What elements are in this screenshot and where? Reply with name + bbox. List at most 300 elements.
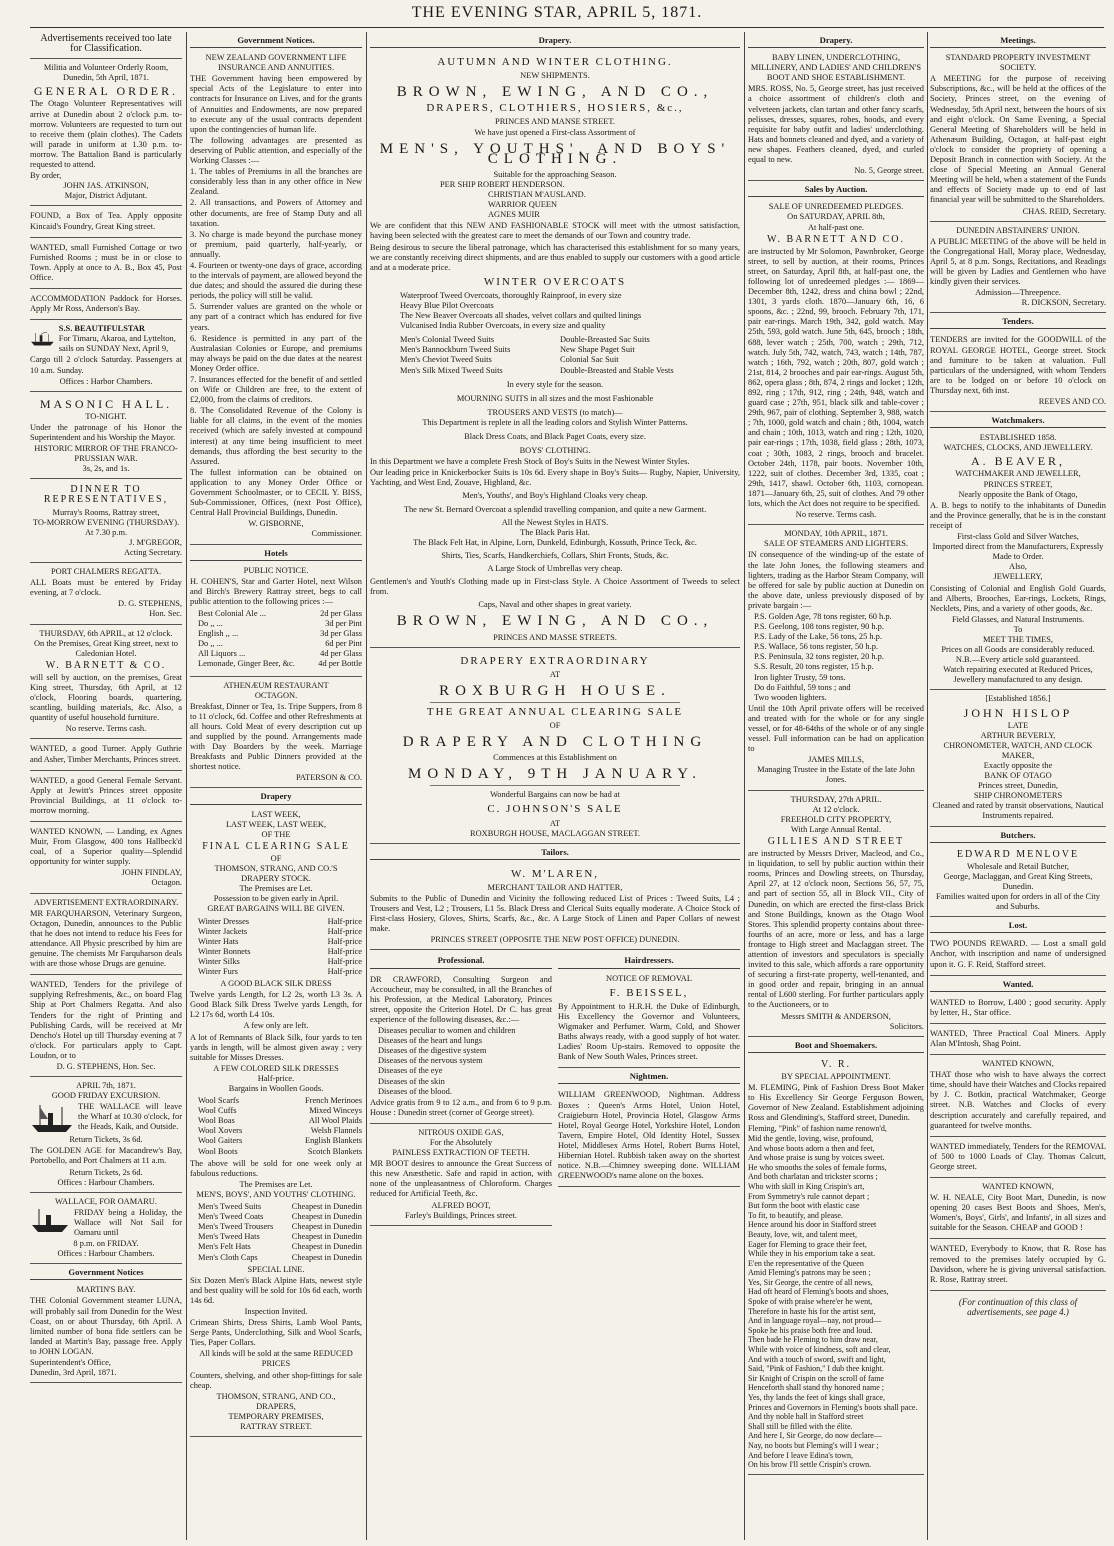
ad-line: PRINCES AND MASSE STREETS.	[493, 632, 617, 642]
ad-line: All kinds will be sold at the same REDUCED PRICES	[199, 1349, 353, 1369]
ad-title: A FEW COLORED SILK DRESSES	[213, 1063, 339, 1073]
ad-line: All the Newest Styles in HATS.	[501, 517, 609, 527]
ad-body: WANTED, a good General Female Servant. Apply at Jewitt's Princes street opposite Provincial Buildings, at 11 o'clock to-morrow morning.	[30, 775, 182, 815]
ad-line: Caps, Naval and other shapes in great variety.	[478, 600, 632, 610]
item-name: All Wool Plaids	[308, 1116, 362, 1126]
ad-body: Advice gratis from 9 to 12 a.m., and from 6 to 9 p.m. House : Dunedin street (corner of George street).	[370, 1097, 552, 1117]
ad-title: DRAPERY EXTRAORDINARY	[460, 654, 650, 667]
ad-title: F. BEISSEL,	[609, 986, 689, 999]
neale-ad	[930, 1180, 1106, 1239]
list-item	[400, 366, 710, 376]
poem-line: Yes, Sir George, the centre of all news,	[748, 1277, 873, 1287]
ad-title: BROWN, EWING, AND CO.,	[396, 613, 714, 630]
poem-line: And with a touch of sword, swift and light,	[748, 1354, 886, 1364]
poem-line: Beauty, love, wit, and talent meet,	[748, 1229, 858, 1239]
list-item: PER SHIP ROBERT HENDERSON.	[440, 179, 565, 189]
baby-linen-ad	[748, 51, 924, 181]
poem-line: Spoke he his praise both free and loud.	[748, 1325, 873, 1335]
item-price: Half-price	[327, 936, 362, 946]
ad-body: We are confident that this NEW AND FASHIONABLE STOCK will meet with the utmost satisfaction, having been selected with the greatest care to meet the demands of our Town and country trade.	[370, 221, 740, 241]
list-item	[198, 927, 362, 937]
list-item	[198, 619, 362, 629]
suit-list	[400, 335, 710, 375]
list-item: Diseases peculiar to women and children	[378, 1026, 516, 1036]
ad-line: Dunedin, 5th April, 1871.	[62, 73, 150, 83]
section-header: Watchmakers.	[930, 414, 1106, 428]
list-item: Diseases of the skin	[378, 1076, 445, 1086]
list-item: 5. Surrender values are granted on the whole or any part of a contract which has endured for five years.	[190, 302, 362, 332]
ad-signature: ALFRED BOOT,	[431, 1200, 491, 1210]
section-header: Butchers.	[930, 829, 1106, 843]
ad-body: A MEETING for the purpose of receiving Subscriptions, &c., will be held at the offices of the Society, Princes street, on the evening of Wednesday, 5th April next, between the hours of six and eight o'clock. On Same Evening, a Special General Meeting of Shareholders will be held in Athenæum Building, Octagon, at half-past eight o'clock to consider the propriety of opening a Deposit Branch in connection with Society. At the close of Special Meeting an Annual General Meeting will be held, when a statement of the Funds and effects of Society made up to end of last financial year will be submitted to the Shareholders.	[930, 74, 1106, 205]
item-name: Wool Xovers	[198, 1126, 243, 1136]
ad-title: MEN'S, BOYS', AND YOUTHS' CLOTHING.	[196, 1189, 356, 1199]
ad-signature: Messrs SMITH & ANDERSON,	[781, 1011, 891, 1021]
section-header: Professional.	[370, 954, 552, 968]
ad-line: The new St. Bernard Overcoat a splendid travelling companion, and quite a new Garment.	[403, 504, 707, 514]
ad-title: EDWARD MENLOVE	[956, 848, 1080, 860]
item-name: Winter Silks	[198, 956, 240, 966]
list-item: Heavy Blue Pilot Overcoats	[400, 300, 494, 310]
ad-line: For the Absolutely	[429, 1137, 493, 1147]
ad-line: Men's, Youths', and Boy's Highland Cloaks very cheap.	[462, 491, 648, 501]
section-header: Tailors.	[370, 846, 740, 860]
ad-line: LAST WEEK, LAST WEEK,	[225, 819, 327, 829]
ad-line: At 12 o'clock.	[812, 804, 860, 814]
ad-title: WALLACE, FOR OAMARU.	[55, 1196, 157, 1206]
ad-body: Gentlemen's and Youth's Clothing made up in First-class Style. A Choice Assortment of Tweeds to select from.	[370, 577, 740, 597]
poem-line: Eager for Fleming to grace their feet,	[748, 1239, 867, 1249]
ad-line: The Black Paris Hat.	[520, 527, 590, 537]
ad-title: PUBLIC NOTICE.	[243, 565, 309, 575]
ad-title: W. BARNETT AND CO.	[767, 233, 905, 245]
item-name: Wool Scarfs	[198, 1096, 239, 1106]
ad-body: M. FLEMING, Pink of Fashion Dress Boot Maker to His Excellency Sir George Ferguson Bowen, Governor of New Zealand. Establishment adjoining Ross and Glendining's, Stafford street, Dunedin.	[748, 1083, 924, 1123]
ad-line: TO-MORROW EVENING (THURSDAY).	[32, 517, 180, 527]
poem	[748, 1124, 924, 1469]
ad-title: AUTUMN AND WINTER CLOTHING.	[437, 56, 673, 69]
ad-line: No reserve. Terms cash.	[65, 724, 147, 734]
item-name: Scotch Blankets	[307, 1146, 362, 1156]
ad-body: WANTED immediately, Tenders for the REMOVAL of 500 to 1000 Loads of Clay. Thomas Calcutt, George street.	[930, 1141, 1106, 1171]
item-price: Half-price	[327, 946, 362, 956]
woollen-list	[198, 1096, 362, 1157]
poem-line: Shall still be filled with the élite.	[748, 1421, 853, 1431]
list-item	[198, 1116, 362, 1126]
royal-george-ad	[930, 332, 1106, 412]
price-item: English ,, ...	[198, 629, 239, 639]
list-item	[198, 1253, 362, 1263]
list-item: The New Beaver Overcoats all shades, velvet collars and quilted linings	[400, 311, 642, 321]
price-value: 3d per Pint	[325, 619, 362, 629]
ad-line: TO-NIGHT.	[85, 411, 127, 421]
poem-line: Who with skill in King Crispin's art,	[748, 1181, 865, 1191]
ad-title: GOOD FRIDAY EXCURSION.	[51, 1091, 161, 1101]
column-divider	[927, 32, 928, 1540]
ad-body: WANTED, Three Practical Coal Miners. Apply Alan M'Intosh, Shag Point.	[930, 1028, 1106, 1048]
ad-title: WANTED KNOWN,	[982, 1059, 1054, 1069]
ad-body: For Timaru, Akaroa, and Lyttelton, sails on SUNDAY Next, April 9,	[58, 334, 176, 354]
abstainers-ad	[930, 224, 1106, 314]
item-note: Cheapest in Dunedin	[291, 1242, 362, 1252]
ad-body: The fullest information can be obtained on application to any Money Order Office or Government Schoolmaster, or to CECIL Y. BISS, Sub-Commissioner, Offices, (next Post Office), Central Hall Provincial Buildings, Dunedin.	[190, 467, 362, 518]
ad-line: Offices : Harbor Chambers.	[59, 376, 153, 386]
ad-line: OF	[270, 853, 282, 863]
ad-line: Offices : Harbour Chambers.	[57, 1177, 155, 1187]
hairdressers-column	[558, 952, 740, 1227]
list-item	[198, 1106, 362, 1116]
ad-line: THURSDAY, 6th APRIL, at 12 o'clock.	[39, 628, 173, 638]
ship-list	[440, 180, 740, 220]
clay-ad	[930, 1139, 1106, 1178]
list-item	[198, 957, 362, 967]
borrow-ad	[930, 995, 1106, 1024]
ad-line: Commences at this Establishment on	[493, 753, 617, 763]
ad-line: PRINCES AND MANSE STREET.	[495, 117, 615, 127]
crawford-ad	[370, 972, 552, 1124]
ad-signature: D. G. STEPHENS,	[118, 599, 182, 609]
masonic-hall-ad	[30, 394, 182, 480]
ad-line: Commissioner.	[311, 529, 362, 539]
bottom-split	[370, 952, 740, 1227]
list-item: 1. The tables of Premiums in all the branches are considerably less than in any other office in New Zealand.	[190, 167, 362, 197]
list-item: Diseases of the nervous system	[378, 1056, 483, 1066]
ad-title: BROWN, EWING, AND CO.,	[396, 84, 714, 101]
wallace-ad	[30, 1195, 182, 1265]
item-name: Men's Felt Hats	[198, 1242, 251, 1252]
ad-title: BABY LINEN, UNDERCLOTHING, MILLINERY, AND LADIES' AND CHILDREN'S BOOT AND SHOE ESTABLISHMENT.	[750, 53, 922, 83]
ad-line: PAINLESS EXTRACTION OF TEETH.	[392, 1148, 530, 1158]
ad-line: Exactly opposite the	[983, 761, 1053, 770]
ad-title: W. BARNETT & CO.	[45, 659, 167, 671]
ad-signature: JAMES MILLS,	[808, 755, 864, 765]
item-price: Half-price	[327, 956, 362, 966]
list-item: S.S. Result, 20 tons register, 15 h.p.	[754, 662, 874, 672]
ad-title: DRAPERY AND CLOTHING	[402, 734, 708, 751]
poem-line: Therefore in haste his for the artist sent,	[748, 1306, 876, 1316]
ad-title: MEET THE TIMES,	[982, 634, 1054, 644]
ad-line: A few only are left.	[243, 1021, 309, 1031]
list-item: WARRIOR QUEEN	[488, 200, 558, 210]
ad-signature: R. DICKSON, Secretary.	[1021, 298, 1106, 308]
ad-body: Consisting of Colonial and English Gold Guards, and Alberts, Brooches, Ear-rings, Lockets, Rings, Necklets, Pins, and a variety of other goods, &c.	[930, 583, 1106, 613]
ad-line: Return Tickets, 2s 6d.	[69, 1167, 143, 1177]
item-name: Wool Boas	[198, 1116, 235, 1126]
ad-line: This Department is replete in all the leading colors and Stylish Winter Patterns.	[422, 417, 688, 427]
ad-title: SHIP CHRONOMETERS	[973, 791, 1063, 801]
ad-line: 8 p.m. on FRIDAY.	[73, 1239, 139, 1249]
item-name: Wool Cuffs	[198, 1106, 237, 1116]
steamship-icon	[30, 1101, 74, 1135]
poem-line: Mid the gentle, loving, wise, profound,	[748, 1133, 874, 1143]
item-name: Double-Breasted and Stable Vests	[560, 365, 674, 375]
item-name: Winter Dresses	[198, 916, 250, 926]
ad-title: SPECIAL LINE.	[247, 1264, 305, 1274]
column-divider	[744, 32, 745, 1540]
list-item	[400, 335, 710, 345]
ad-line: OCTAGON.	[254, 690, 298, 700]
ad-body: The Otago Volunteer Representatives will arrive at Dunedin about 2 o'clock p.m. to-morrow. Volunteers are requested to turn out to receive them (plain clothes). The Cadets will parade in uniform at 1.30 p.m. to-morrow. The Battalion Band is particularly requested to attend.	[30, 99, 182, 170]
list-item: 8. The Consolidated Revenue of the Colony is liable for all claims, in the event of the monies received (which are safely invested at compound interest) at any time being insufficient to meet demands, thus affording the best security to the Assured.	[190, 406, 362, 466]
ad-signature: JOHN JAS. ATKINSON,	[63, 181, 149, 191]
section-header: Sales by Auction.	[748, 183, 924, 197]
poem-line: And before I leave Edina's town,	[748, 1450, 853, 1460]
item-name: Men's Tweed Trousers	[198, 1222, 274, 1232]
list-item: Waterproof Tweed Overcoats, thoroughly Rainproof, in every size	[400, 290, 622, 300]
ad-line: Solicitors.	[889, 1021, 924, 1031]
poem-line: Sir Knight of Crispin on the scroll of fame	[748, 1373, 884, 1383]
item-name: Men's Silk Mixed Tweed Suits	[400, 365, 503, 375]
price-value: 2d per Glass	[320, 608, 362, 618]
ad-line: The Premises are Let.	[239, 884, 313, 894]
ad-body: Cargo till 2 o'clock Saturday. Passengers at 10 a.m. Sunday.	[30, 355, 182, 375]
auction-ad	[30, 627, 182, 740]
ad-line: N.B.—Every article sold guaranteed.	[955, 655, 1081, 665]
ad-body: ACCOMMODATION Paddock for Horses. Apply Mr Ross, Anderson's Bay.	[30, 293, 182, 314]
poem-line: And in language royal—nay, not proud—	[748, 1316, 882, 1326]
poem-line: Hence around his door in Stafford street	[748, 1220, 877, 1230]
ad-line: On the Premises, Great King street, next to Caledonian Hotel.	[34, 638, 178, 658]
section-header: Wanted.	[930, 978, 1106, 992]
ad-line: Major, District Adjutant.	[64, 191, 148, 201]
ad-line: Field Glasses, and Natural Instruments.	[951, 614, 1085, 624]
section-header: Hotels	[190, 547, 362, 561]
ad-line: Suitable for the approaching Season.	[493, 169, 617, 179]
item-name: Men's Tweed Coats	[198, 1212, 264, 1222]
list-item: 2. All transactions, and Powers of Attorney and other documents, are free of Stamp Duty and all taxation.	[190, 198, 362, 228]
list-item: Two wooden lighters.	[754, 692, 827, 702]
poem-line: On his brow I'll settle Crispin's crown.	[748, 1460, 872, 1470]
poem-line: Yes, thy lands the feet of kings shall grace,	[748, 1393, 885, 1402]
extraordinary-ad	[30, 896, 182, 976]
ad-body: Until the 10th April private offers will be received and treated with for the whole or for any single vessel, or for 48-64ths of the whole or of any single vessel. Full information can be had on application to	[748, 703, 924, 754]
ad-line: GREAT BARGAINS WILL BE GIVEN.	[207, 904, 345, 914]
ad-line: PRINCES STREET,	[983, 479, 1053, 489]
miners-ad	[930, 1026, 1106, 1055]
ad-title: GENERAL ORDER.	[33, 84, 179, 99]
ad-line: First-class Gold and Silver Watches,	[957, 532, 1079, 542]
ad-title: NITROUS OXIDE GAS,	[418, 1127, 504, 1137]
item-note: Cheapest in Dunedin	[291, 1222, 362, 1232]
ad-signature: D. G. STEPHENS, Hon. Sec.	[56, 1061, 156, 1071]
roxburgh-ad	[370, 650, 740, 844]
ad-title: BANK OF OTAGO	[984, 771, 1052, 781]
ad-line: DRAPERS, CLOTHIERS, HOSIERS, &c.,	[426, 102, 684, 115]
ad-title: C. JOHNSON'S SALE	[487, 803, 623, 816]
ad-line: DRAPERY STOCK.	[241, 874, 311, 884]
ad-line: We have just opened a First-class Assortment of	[474, 127, 636, 137]
item-name: Winter Bonnets	[198, 946, 251, 956]
ad-line: OF	[549, 720, 561, 730]
list-item	[198, 1212, 362, 1222]
menlove-ad	[930, 846, 1106, 918]
ad-title: DINNER TO REPRESENTATIVES,	[43, 484, 169, 506]
ad-title: BY SPECIAL APPOINTMENT.	[781, 1071, 891, 1081]
ad-title: WANTED KNOWN,	[982, 1182, 1054, 1191]
poem-line: Fleming, "Pink" of fashion name renown'd,	[748, 1124, 887, 1134]
ad-signature: CHAS. REID, Secretary.	[1022, 206, 1106, 216]
item-name: Welsh Flannels	[310, 1126, 362, 1136]
list-item: 3. No charge is made beyond the purchase money or premium, paid quarterly, half-yearly, or annually.	[190, 229, 362, 259]
item-name: Winter Furs	[198, 966, 238, 976]
price-item: Do ,, ...	[198, 619, 223, 629]
ad-line: Admission—Threepence.	[975, 288, 1061, 298]
list-item: P.S. Lady of the Lake, 56 tons, 25 h.p.	[754, 632, 882, 642]
ad-line: Managing Trustee in the Estate of the late John Jones.	[757, 765, 915, 785]
nitrous-ad	[370, 1126, 552, 1226]
ad-line: ROXBURGH HOUSE, MACLAGGAN STREET.	[470, 828, 640, 838]
pledges-ad	[748, 200, 924, 525]
item-name: Winter Jackets	[198, 926, 248, 936]
list-item: 4. Fourteen or twenty-one days of grace, according to the intervals of payment, are allowed beyond the due dates; and should the assured die during these periods, the policy will still be valid.	[190, 260, 362, 301]
ad-line: In every style for the season.	[506, 379, 604, 389]
ad-title: ADVERTISEMENT EXTRAORDINARY.	[33, 897, 179, 907]
found-ad	[30, 208, 182, 237]
ad-line: Farley's Buildings, Princes street.	[405, 1210, 517, 1220]
list-item: Diseases of the eye	[378, 1066, 443, 1076]
poem-line: Had oft heard of Fleming's boots and shoes,	[748, 1287, 889, 1297]
ad-body: In this Department we have a complete Fresh Stock of Boy's Suits in the Newest Winter Styles.	[370, 457, 690, 467]
ad-title: CHRONOMETER, WATCH, AND CLOCK MAKER,	[943, 740, 1093, 760]
ad-signature: THOMSON, STRANG, AND CO.,	[216, 1391, 336, 1401]
list-item	[198, 609, 362, 619]
poem-line: Amid Fleming's patrons may be seen ;	[748, 1268, 871, 1278]
ad-line: No reserve. Terms cash.	[795, 510, 877, 520]
list-item	[198, 1126, 362, 1136]
list-item	[198, 1096, 362, 1106]
ad-body: The following advantages are presented as deserving of Public attention, and especially of the Working Classes :—	[190, 135, 362, 166]
list-item: P.S. Golden Age, 78 tons register, 60 h.p.	[754, 611, 892, 621]
ad-signature: W. GISBORNE,	[248, 519, 304, 529]
ad-signature: REEVES AND CO.	[1038, 397, 1106, 406]
professional-column	[370, 952, 552, 1227]
item-note: Cheapest in Dunedin	[291, 1202, 362, 1212]
ad-line: Princes street, Dunedin,	[977, 781, 1058, 791]
dinner-ad	[30, 481, 182, 563]
item-name: Wool Boots	[198, 1146, 238, 1156]
list-item	[198, 629, 362, 639]
ad-title: NEW ZEALAND GOVERNMENT LIFE INSURANCE AND ANNUITIES.	[205, 53, 347, 73]
section-header: Government Notices	[30, 1266, 182, 1280]
ad-line: TROUSERS AND VESTS (to match)—	[487, 407, 623, 417]
ad-line: DRAPERS,	[256, 1401, 296, 1411]
list-item	[198, 917, 362, 927]
steamers-sale-ad	[748, 527, 924, 790]
beissel-ad	[558, 972, 740, 1069]
list-item: 6. Residence is permitted in any part of the Australasian Colonies or Europe, and premiums may always be paid on the due dates at the nearest Money Order office.	[190, 333, 362, 373]
item-note: Cheapest in Dunedin	[291, 1212, 362, 1222]
poem-line: Then bade he Fleming to him draw near,	[748, 1335, 878, 1345]
ad-line: Acting Secretary.	[123, 547, 182, 557]
ad-line: LATE	[1007, 720, 1029, 730]
ad-line: OF THE	[261, 829, 291, 839]
ad-body: WANTED, Everybody to Know, that R. Rose has removed to the premises lately occupied by G. Davidson, where he is giving universal satisfaction. R. Rose, Rattray street.	[930, 1244, 1106, 1284]
ad-title: MONDAY, 9TH JANUARY.	[408, 766, 702, 783]
list-item: P.S. Peninsula, 32 tons register, 20 h.p.	[754, 652, 884, 662]
list-item: Do do Faithful, 59 tons ; and	[754, 682, 851, 692]
ad-title: THOMSON, STRANG, AND CO.'S	[214, 864, 338, 874]
ad-line: Half-price.	[257, 1073, 295, 1083]
ad-title: GILLIES AND STREET	[767, 835, 905, 847]
price-item: Lemonade, Ginger Beer, &c.	[198, 659, 295, 669]
ad-body: The above will be sold for one week only at fabulous reductions.	[190, 1158, 362, 1178]
ad-body: Submits to the Public of Dunedin and Vicinity the following reduced List of Prices : Tweed Suits, L4 ; Trousers and Vest, L2 ; Trousers, L1 5s. Black Dress and Clerical Suits equally moderate. A Choice Stock of First-class Hosiery, Gloves, Shirts, Scarfs, &c., &c. A Large Stock of Linen and Paper Collars of newest make.	[370, 894, 740, 934]
ad-body: FRIDAY being a Holiday, the Wallace will Not Sail for Oamaru until	[74, 1207, 182, 1237]
ad-line: TEMPORARY PREMISES,	[228, 1411, 324, 1421]
poem-line: Nay, no boots but Fleming's will I wear ;	[748, 1440, 879, 1450]
regatta-ad	[30, 565, 182, 624]
ad-line: WATCHMAKER AND JEWELLER,	[955, 469, 1081, 479]
item-name: Mixed Winceys	[309, 1106, 362, 1116]
ad-body: WANTED, small Furnished Cottage or two Furnished Rooms ; must be in or close to Town. Apply at once to A. B., Box 45, Post Office.	[30, 242, 182, 282]
fleming-ad	[748, 1056, 924, 1475]
ad-line: At 7.30 p.m.	[84, 527, 128, 537]
servant-ad	[30, 773, 182, 822]
overcoat-list	[400, 291, 740, 331]
ad-title: PORT CHALMERS REGATTA.	[50, 567, 162, 577]
ad-signature: JOHN FINDLAY,	[121, 868, 182, 878]
ad-line: PRINCES STREET (OPPOSITE THE NEW POST OFFICE) DUNEDIN.	[430, 935, 680, 945]
poem-line: E'en the representative of the Queen	[748, 1258, 864, 1268]
ad-line: HISTORIC MIRROR OF THE FRANCO-PRUSSIAN WAR.	[34, 444, 178, 464]
ad-title: BOYS' CLOTHING.	[519, 446, 591, 456]
ad-body: are instructed by Messrs Driver, Macleod, and Co., in liquidation, to sell by public auction within their rooms, Princes and Dowling streets, on Thursday, April 27, at 12 o'clock noon, Sections 56, 57, 75, and part of section 55, all in Block VII., City of Dunedin, on which are erected the first-class Brick and Stone Buildings, known as the Otago Wool Stores. This splendid property contains about three-fourths of an acre, more or less, and has a large frontage to High street and Maclaggan street. The attention of investors and speculators is specially invited to this sale, which affords a rare opportunity of securing a first-rate property, well-tenanted, and in good order and repair, bringing in an annual rental of L600 sterling. For further particulars apply to the Auctioneers, or to	[748, 849, 924, 1010]
ad-body: Twelve yards Length, for L2 2s, worth L3 3s. A Good Black Silk Dress Twelve yards Length, for L2 17s 6d, worth L4 10s.	[190, 990, 362, 1020]
poem-line: Princes and Governors in Fleming's boots shall pace.	[748, 1402, 918, 1412]
column-3	[370, 32, 740, 1540]
ad-body: Six Dozen Men's Black Alpine Hats, newest style and best quality will be sold for 10s 6d each, worth 14s 6d.	[190, 1275, 362, 1305]
list-item	[198, 937, 362, 947]
ad-title: MASONIC HALL.	[39, 396, 173, 411]
ad-line: To	[1013, 624, 1023, 634]
ad-title: W. M'LAREN,	[510, 867, 600, 880]
ad-body: MRS. ROSS, No. 5, George street, has just received a choice assortment of children's cloth and velveteen jackets, clan tartan and other fancy scarfs, pelisses, dresses, squares, robes, hoods, and every requisite for baby outfit and ladies' underclothing. Hats and bonnets cleaned and dyed, and a variety of new shapes. Feathers cleaned, dyed, and curled equal to new.	[748, 84, 924, 165]
ad-body: THAT those who wish to have always the correct time, should have their Watches and Clocks repaired by J. C. Botkin, practical Watchmaker, George street. N.B. Watches and Clocks of every description accurately and carefully repaired, and guaranteed for twelve months.	[930, 1070, 1106, 1130]
ad-title: A. BEAVER,	[970, 454, 1066, 469]
steamer-ad	[30, 322, 182, 392]
ad-line: Cleaned and rated by transit observations, Nautical Instruments repaired.	[932, 801, 1104, 821]
item-price: Half-price	[327, 916, 362, 926]
ad-signature: PATERSON & CO.	[295, 773, 362, 783]
life-insurance-ad	[190, 51, 362, 544]
poem-line: Spoke of with praise where'er he went,	[748, 1297, 873, 1307]
ad-line: Imported direct from the Manufacturers, Expressly Made to Order.	[932, 542, 1104, 562]
ad-body: TENDERS are invited for the GOODWILL of the ROYAL GEORGE HOTEL, George street. Stock and furniture to be taken at valuation. Full particulars of the undersigned, with whom Tenders are to be lodged on or before 10 o'clock on Thursday next, 6th inst.	[930, 335, 1106, 395]
ad-line: Watch repairing executed at Reduced Prices,	[943, 665, 1093, 675]
list-item: Iron lighter Trusty, 59 tons.	[754, 672, 846, 682]
ad-line: Black Dress Coats, and Black Paget Coats, every size.	[464, 432, 646, 441]
ad-line: Militia and Volunteer Orderly Room,	[43, 63, 169, 73]
ad-body: Our leading price in Knickerbocker Suits is 10s 6d. Every shape in Boy's Suits— Rugby, Napier, University, Yachting, and West End, Zouave, Highland, &c.	[370, 468, 740, 488]
column-divider	[366, 32, 367, 1540]
ad-line: By order,	[30, 171, 62, 181]
ad-line: MONDAY, 10th APRIL, 1871.	[784, 529, 888, 539]
ad-line: V. R.	[820, 1058, 852, 1070]
hislop-ad	[930, 692, 1106, 826]
list-item: 7. Insurances effected for the benefit of and settled on Wife or Children are free, to the extent of £2,000, from the claims of creditors.	[190, 375, 362, 405]
ad-line: MOURNING SUITS in all sizes and the most Fashionable	[456, 393, 654, 403]
ad-title: STANDARD PROPERTY INVESTMENT SOCIETY.	[945, 53, 1091, 73]
list-item: AGNES MUIR	[488, 210, 540, 220]
turner-ad	[30, 741, 182, 770]
item-name: Men's Cheviot Tweed Suits	[400, 355, 492, 365]
list-item: Vulcanised India Rubber Overcoats, in every size and quality	[400, 321, 606, 331]
ad-line: THURSDAY, 27th APRIL.	[790, 794, 882, 804]
ad-line: LAST WEEK,	[251, 809, 301, 819]
ad-line: Wonderful Bargains can now be had at	[490, 790, 620, 800]
rule	[430, 702, 680, 703]
ad-line: Wholesale and Retail Butcher,	[967, 861, 1069, 871]
